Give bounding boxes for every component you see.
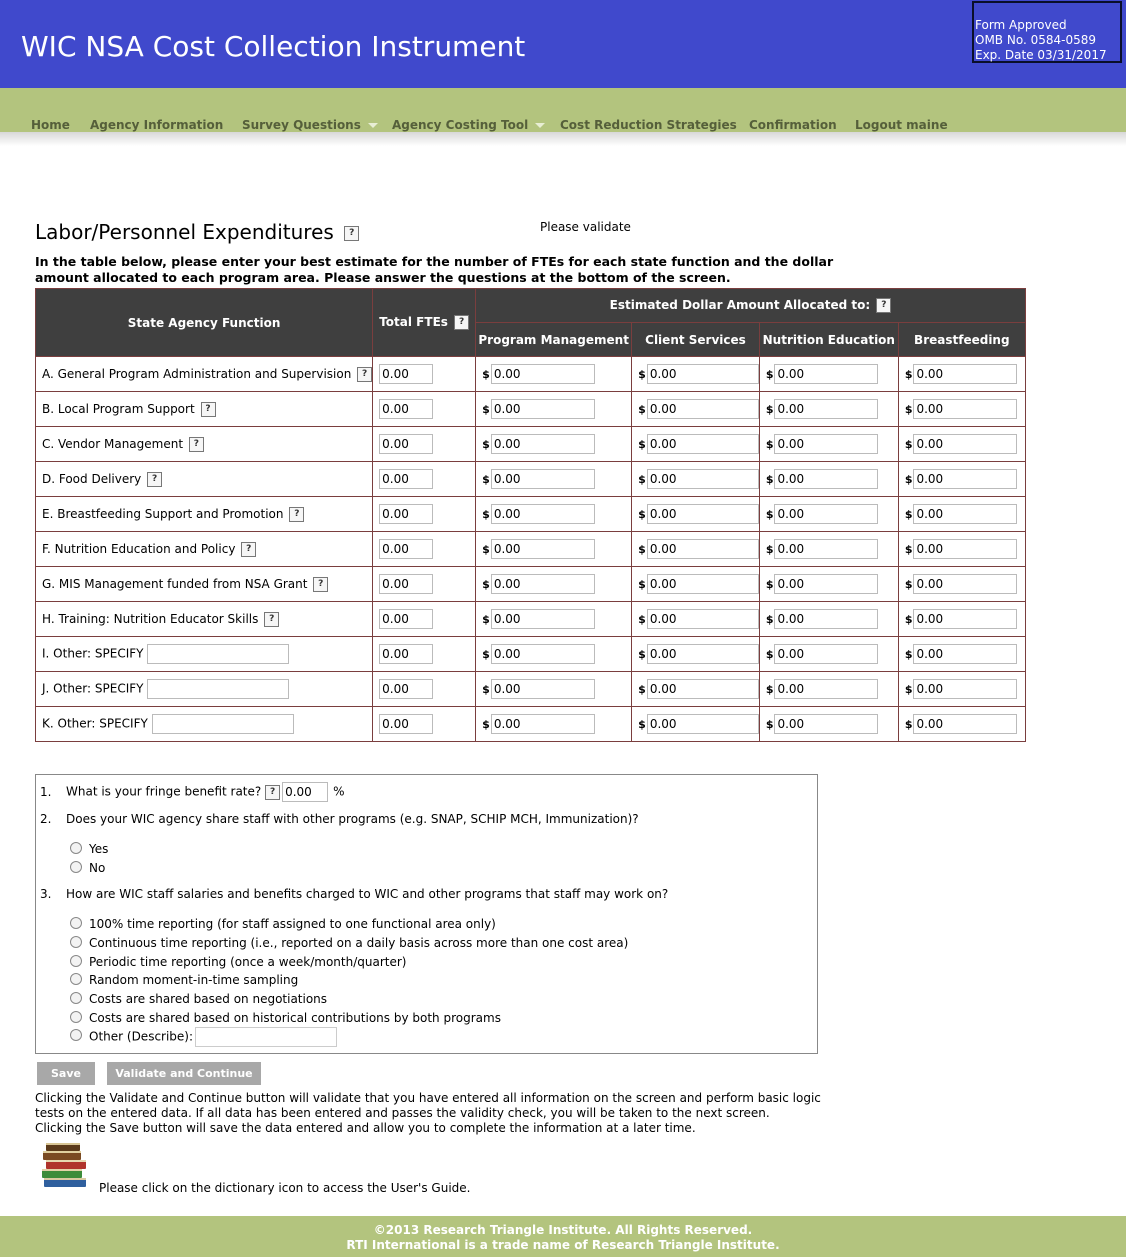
dollar-sign: $ <box>765 543 774 556</box>
function-label: K. Other: SPECIFY <box>42 716 148 731</box>
nav-confirmation[interactable] <box>749 118 837 132</box>
function-label: J. Other: SPECIFY <box>42 681 144 696</box>
page-title: Labor/Personnel Expenditures <box>35 220 334 244</box>
nutrition-education-input[interactable] <box>774 574 878 594</box>
program-management-input[interactable] <box>491 644 595 664</box>
breastfeeding-input[interactable] <box>913 679 1017 699</box>
dollar-sign: $ <box>482 473 490 486</box>
dollar-sign: $ <box>765 718 774 731</box>
program-management-cell <box>476 532 632 567</box>
nutrition-education-cell <box>759 392 898 427</box>
dollar-sign: $ <box>482 403 490 416</box>
header-label: Estimated Dollar Amount Allocated to: <box>609 298 871 312</box>
nutrition-education-input[interactable] <box>774 469 878 489</box>
nav-label: Agency Information <box>90 118 224 132</box>
ftes-input[interactable] <box>379 539 433 559</box>
breastfeeding-input[interactable] <box>913 574 1017 594</box>
program-management-cell <box>476 637 632 672</box>
header-label: Breastfeeding <box>914 332 1010 347</box>
omb-line: Form Approved <box>975 18 1067 32</box>
client-services-input[interactable] <box>647 399 759 419</box>
specify-input[interactable] <box>147 679 289 699</box>
breastfeeding-cell <box>898 497 1025 532</box>
header-nutrition-education <box>759 323 898 357</box>
ftes-input[interactable] <box>379 434 433 454</box>
program-management-cell <box>476 602 632 637</box>
radio-button[interactable] <box>70 955 82 967</box>
function-cell <box>36 707 373 742</box>
dollar-sign: $ <box>482 683 490 696</box>
dollar-sign: $ <box>765 473 774 486</box>
specify-input[interactable] <box>152 714 294 734</box>
breastfeeding-input[interactable] <box>913 364 1017 384</box>
client-services-cell <box>632 672 760 707</box>
nutrition-education-cell <box>759 567 898 602</box>
dollar-sign: $ <box>765 683 774 696</box>
dollar-sign: $ <box>904 508 913 521</box>
nav-survey-questions[interactable] <box>242 118 378 132</box>
omb-notice <box>972 1 1122 63</box>
client-services-input[interactable] <box>647 714 759 734</box>
client-services-input[interactable] <box>647 434 759 454</box>
dollar-sign: $ <box>765 368 774 381</box>
ftes-input[interactable] <box>379 574 433 594</box>
omb-line: OMB No. 0584-0589 <box>975 33 1096 47</box>
dollar-sign: $ <box>904 368 913 381</box>
ftes-input[interactable] <box>379 609 433 629</box>
dollar-sign: $ <box>904 648 913 661</box>
function-label: E. Breastfeeding Support and Promotion <box>42 506 284 521</box>
nutrition-education-input[interactable] <box>774 364 878 384</box>
questions-box <box>35 774 818 1054</box>
table-row <box>36 532 1026 567</box>
dollar-sign: $ <box>638 543 646 556</box>
specify-input[interactable] <box>147 644 289 664</box>
program-management-input[interactable] <box>491 364 595 384</box>
program-management-input[interactable] <box>491 539 595 559</box>
radio-button[interactable] <box>70 1011 82 1023</box>
ftes-input[interactable] <box>379 679 433 699</box>
client-services-cell <box>632 497 760 532</box>
nutrition-education-input[interactable] <box>774 609 878 629</box>
client-services-input[interactable] <box>647 364 759 384</box>
dollar-sign: $ <box>638 648 646 661</box>
client-services-input[interactable] <box>647 469 759 489</box>
chevron-down-icon <box>535 123 545 128</box>
help-icon[interactable]: ? <box>344 226 359 241</box>
breastfeeding-input[interactable] <box>913 714 1017 734</box>
footer-trade-name: RTI International is a trade name of Research Triangle Institute. <box>346 1238 780 1252</box>
program-management-cell <box>476 462 632 497</box>
nutrition-education-cell <box>759 357 898 392</box>
ftes-input[interactable] <box>379 364 433 384</box>
dollar-sign: $ <box>765 578 774 591</box>
ftes-input[interactable] <box>379 469 433 489</box>
help-icon[interactable]: ? <box>876 298 891 313</box>
program-management-cell <box>476 672 632 707</box>
page-heading <box>35 220 359 244</box>
header-breastfeeding <box>898 323 1025 357</box>
dictionary-icon[interactable] <box>40 1140 90 1190</box>
ftes-input[interactable] <box>379 504 433 524</box>
dollar-sign: $ <box>638 613 646 626</box>
nav-label: Logout maine <box>855 118 948 132</box>
program-management-input[interactable] <box>491 714 595 734</box>
question-2 <box>40 812 639 826</box>
dollar-sign: $ <box>904 543 913 556</box>
users-guide-message: Please click on the dictionary icon to access the User's Guide. <box>99 1181 471 1195</box>
nutrition-education-input[interactable] <box>774 714 878 734</box>
dollar-sign: $ <box>638 403 646 416</box>
radio-button[interactable] <box>70 973 82 985</box>
nutrition-education-cell <box>759 532 898 567</box>
program-management-input[interactable] <box>491 574 595 594</box>
dollar-sign: $ <box>638 368 646 381</box>
button-notes <box>35 1091 835 1136</box>
breastfeeding-cell <box>898 462 1025 497</box>
radio-button[interactable] <box>70 1029 82 1041</box>
program-management-cell <box>476 357 632 392</box>
option-label: Random moment-in-time sampling <box>89 973 299 987</box>
nutrition-education-input[interactable] <box>774 399 878 419</box>
question-1 <box>40 782 345 802</box>
header-label: Program Management <box>478 332 629 347</box>
help-icon[interactable]: ? <box>264 612 279 627</box>
radio-option-continuous[interactable] <box>70 936 628 950</box>
header-program-management <box>476 323 632 357</box>
table-row <box>36 497 1026 532</box>
program-management-input[interactable] <box>491 609 595 629</box>
help-icon[interactable]: ? <box>289 507 304 522</box>
nutrition-education-cell <box>759 497 898 532</box>
client-services-cell <box>632 392 760 427</box>
header-label: Client Services <box>645 332 746 347</box>
breastfeeding-cell <box>898 427 1025 462</box>
dollar-sign: $ <box>482 613 490 626</box>
header-dollar-group <box>476 289 1026 323</box>
nav-label: Cost Reduction Strategies <box>560 118 737 132</box>
nutrition-education-input[interactable] <box>774 679 878 699</box>
dollar-sign: $ <box>482 438 490 451</box>
nav-label: Home <box>31 118 70 132</box>
program-management-cell <box>476 567 632 602</box>
breastfeeding-cell <box>898 602 1025 637</box>
function-cell <box>36 567 373 602</box>
dollar-sign: $ <box>904 613 913 626</box>
radio-button[interactable] <box>70 917 82 929</box>
dollar-sign: $ <box>904 578 913 591</box>
radio-option-other[interactable] <box>70 1027 337 1047</box>
nutrition-education-input[interactable] <box>774 504 878 524</box>
client-services-input[interactable] <box>647 539 759 559</box>
radio-button[interactable] <box>70 842 82 854</box>
dollar-sign: $ <box>482 718 490 731</box>
dollar-sign: $ <box>765 403 774 416</box>
ftes-cell <box>373 497 476 532</box>
help-icon[interactable]: ? <box>189 437 204 452</box>
client-services-cell <box>632 602 760 637</box>
dollar-sign: $ <box>482 648 490 661</box>
header-label: Total FTEs <box>379 315 448 329</box>
client-services-input[interactable] <box>647 574 759 594</box>
client-services-cell <box>632 357 760 392</box>
breastfeeding-input[interactable] <box>913 399 1017 419</box>
table-row <box>36 637 1026 672</box>
table-row <box>36 462 1026 497</box>
nutrition-education-cell <box>759 602 898 637</box>
client-services-cell <box>632 637 760 672</box>
function-label: F. Nutrition Education and Policy <box>42 541 236 556</box>
radio-button[interactable] <box>70 861 82 873</box>
nav-label: Agency Costing Tool <box>392 118 529 132</box>
option-label: Costs are shared based on negotiations <box>89 992 328 1006</box>
help-icon[interactable]: ? <box>313 577 328 592</box>
client-services-input[interactable] <box>647 644 759 664</box>
header-function <box>36 289 373 357</box>
function-cell <box>36 427 373 462</box>
option-label: Other (Describe): <box>89 1029 194 1044</box>
dollar-sign: $ <box>638 473 646 486</box>
help-icon[interactable]: ? <box>147 472 162 487</box>
app-title: WIC NSA Cost Collection Instrument <box>21 30 526 63</box>
nutrition-education-input[interactable] <box>774 539 878 559</box>
nutrition-education-input[interactable] <box>774 644 878 664</box>
validate-note: Clicking the Validate and Continue button will validate that you have entered all information on the screen and perform basic logic tests on the entered data. If all data has been entered and passes the validity check, you will be taken to the next screen. <box>35 1091 821 1120</box>
radio-option-periodic[interactable] <box>70 955 406 969</box>
table-row <box>36 392 1026 427</box>
validate-continue-button[interactable]: Validate and Continue <box>107 1062 261 1085</box>
question-number: 1. <box>40 784 52 799</box>
nutrition-education-cell <box>759 672 898 707</box>
dollar-sign: $ <box>904 683 913 696</box>
option-label: Costs are shared based on historical contributions by both programs <box>89 1011 501 1025</box>
program-management-input[interactable] <box>491 679 595 699</box>
help-icon[interactable]: ? <box>201 402 216 417</box>
ftes-cell <box>373 462 476 497</box>
table-row <box>36 672 1026 707</box>
nutrition-education-cell <box>759 637 898 672</box>
radio-option-negotiations[interactable] <box>70 992 327 1006</box>
radio-button[interactable] <box>70 936 82 948</box>
ftes-cell <box>373 567 476 602</box>
client-services-input[interactable] <box>647 679 759 699</box>
omb-line: Exp. Date 03/31/2017 <box>975 48 1107 62</box>
function-label: H. Training: Nutrition Educator Skills <box>42 611 259 626</box>
table-row <box>36 602 1026 637</box>
dollar-sign: $ <box>904 473 913 486</box>
function-cell <box>36 602 373 637</box>
program-management-input[interactable] <box>491 434 595 454</box>
header-client-services <box>632 323 760 357</box>
question-text: What is your fringe benefit rate? <box>66 784 262 799</box>
dollar-sign: $ <box>482 543 490 556</box>
dollar-sign: $ <box>765 508 774 521</box>
breastfeeding-cell <box>898 357 1025 392</box>
help-icon[interactable]: ? <box>265 785 280 800</box>
program-management-input[interactable] <box>491 399 595 419</box>
table-row <box>36 357 1026 392</box>
breastfeeding-cell <box>898 567 1025 602</box>
other-describe-input[interactable] <box>195 1027 337 1047</box>
header-label: State Agency Function <box>127 315 281 330</box>
client-services-cell <box>632 462 760 497</box>
radio-option-100-time[interactable] <box>70 917 496 931</box>
chevron-down-icon <box>368 123 378 128</box>
function-label: B. Local Program Support <box>42 401 195 416</box>
function-cell <box>36 392 373 427</box>
breastfeeding-input[interactable] <box>913 644 1017 664</box>
function-cell <box>36 532 373 567</box>
breastfeeding-cell <box>898 672 1025 707</box>
question-text: Does your WIC agency share staff with other programs (e.g. SNAP, SCHIP MCH, Immunization)? <box>66 812 639 826</box>
function-cell <box>36 462 373 497</box>
fringe-rate-input[interactable] <box>282 782 328 802</box>
dollar-sign: $ <box>482 368 490 381</box>
dollar-sign: $ <box>765 648 774 661</box>
nav-label: Confirmation <box>749 118 837 132</box>
question-number: 3. <box>40 887 52 901</box>
validate-message: Please validate <box>540 220 631 234</box>
footer-copyright: ©2013 Research Triangle Institute. All Rights Reserved. <box>373 1223 753 1237</box>
radio-button[interactable] <box>70 992 82 1004</box>
program-management-input[interactable] <box>491 504 595 524</box>
ftes-cell <box>373 637 476 672</box>
nav-shadow <box>0 132 1126 146</box>
breastfeeding-input[interactable] <box>913 504 1017 524</box>
dollar-sign: $ <box>638 718 646 731</box>
radio-option-historical[interactable] <box>70 1011 501 1025</box>
header-ftes <box>373 289 476 357</box>
nav-logout[interactable] <box>855 118 948 132</box>
ftes-input[interactable] <box>379 714 433 734</box>
save-button[interactable]: Save <box>37 1062 95 1085</box>
nutrition-education-input[interactable] <box>774 434 878 454</box>
dollar-sign: $ <box>638 683 646 696</box>
ftes-cell <box>373 532 476 567</box>
ftes-cell <box>373 672 476 707</box>
client-services-cell <box>632 532 760 567</box>
breastfeeding-cell <box>898 707 1025 742</box>
radio-option-no[interactable] <box>70 861 105 875</box>
client-services-cell <box>632 707 760 742</box>
nav-cost-reduction-strategies[interactable] <box>560 118 737 132</box>
option-label: 100% time reporting (for staff assigned to one functional area only) <box>89 917 496 931</box>
dollar-sign: $ <box>482 578 490 591</box>
program-management-cell <box>476 707 632 742</box>
dollar-sign: $ <box>765 613 774 626</box>
client-services-cell <box>632 567 760 602</box>
dollar-sign: $ <box>904 438 913 451</box>
nutrition-education-cell <box>759 427 898 462</box>
client-services-cell <box>632 427 760 462</box>
function-label: C. Vendor Management <box>42 436 184 451</box>
program-management-cell <box>476 497 632 532</box>
table-row <box>36 567 1026 602</box>
breastfeeding-cell <box>898 532 1025 567</box>
program-management-cell <box>476 392 632 427</box>
instructions: In the table below, please enter your best estimate for the number of FTEs for each state function and the dollar amount allocated to each program area. Please answer the questions at the bottom of the screen. <box>35 254 834 285</box>
radio-option-yes[interactable] <box>70 842 108 856</box>
ftes-cell <box>373 602 476 637</box>
function-cell <box>36 672 373 707</box>
breastfeeding-input[interactable] <box>913 469 1017 489</box>
dollar-sign: $ <box>765 438 774 451</box>
nav-home[interactable] <box>31 118 70 132</box>
breastfeeding-cell <box>898 392 1025 427</box>
function-cell <box>36 637 373 672</box>
header-label: Nutrition Education <box>762 332 895 347</box>
ftes-cell <box>373 392 476 427</box>
program-management-cell <box>476 427 632 462</box>
percent-unit: % <box>333 784 345 799</box>
save-note: Clicking the Save button will save the data entered and allow you to complete the information at a later time. <box>35 1121 696 1135</box>
question-3 <box>40 887 668 901</box>
ftes-cell <box>373 357 476 392</box>
dollar-sign: $ <box>638 438 646 451</box>
client-services-input[interactable] <box>647 609 759 629</box>
breastfeeding-input[interactable] <box>913 539 1017 559</box>
help-icon[interactable]: ? <box>357 367 372 382</box>
nav-label: Survey Questions <box>242 118 361 132</box>
labor-table <box>35 288 1026 742</box>
help-icon[interactable]: ? <box>241 542 256 557</box>
question-text: How are WIC staff salaries and benefits charged to WIC and other programs that staff may work on? <box>66 887 669 901</box>
ftes-input[interactable] <box>379 399 433 419</box>
dollar-sign: $ <box>638 578 646 591</box>
footer <box>0 1216 1126 1257</box>
function-cell <box>36 357 373 392</box>
option-label: Periodic time reporting (once a week/month/quarter) <box>89 955 407 969</box>
function-label: D. Food Delivery <box>42 471 142 486</box>
nutrition-education-cell <box>759 462 898 497</box>
dollar-sign: $ <box>638 508 646 521</box>
breastfeeding-input[interactable] <box>913 609 1017 629</box>
dollar-sign: $ <box>482 508 490 521</box>
breastfeeding-cell <box>898 637 1025 672</box>
ftes-cell <box>373 427 476 462</box>
help-icon[interactable]: ? <box>454 315 469 330</box>
client-services-input[interactable] <box>647 504 759 524</box>
option-label: Continuous time reporting (i.e., reported on a daily basis across more than one cost area) <box>89 936 629 950</box>
ftes-cell <box>373 707 476 742</box>
function-label: A. General Program Administration and Supervision <box>42 366 352 381</box>
question-number: 2. <box>40 812 52 826</box>
nav-agency-costing-tool[interactable] <box>392 118 545 132</box>
ftes-input[interactable] <box>379 644 433 664</box>
radio-option-random[interactable] <box>70 973 298 987</box>
table-row <box>36 427 1026 462</box>
function-label: I. Other: SPECIFY <box>42 646 144 661</box>
dollar-sign: $ <box>904 403 913 416</box>
option-label: Yes <box>89 842 109 856</box>
program-management-input[interactable] <box>491 469 595 489</box>
function-cell <box>36 497 373 532</box>
nav-agency-information[interactable] <box>90 118 223 132</box>
dollar-sign: $ <box>904 718 913 731</box>
option-label: No <box>89 861 106 875</box>
nutrition-education-cell <box>759 707 898 742</box>
table-row <box>36 707 1026 742</box>
function-label: G. MIS Management funded from NSA Grant <box>42 576 308 591</box>
breastfeeding-input[interactable] <box>913 434 1017 454</box>
